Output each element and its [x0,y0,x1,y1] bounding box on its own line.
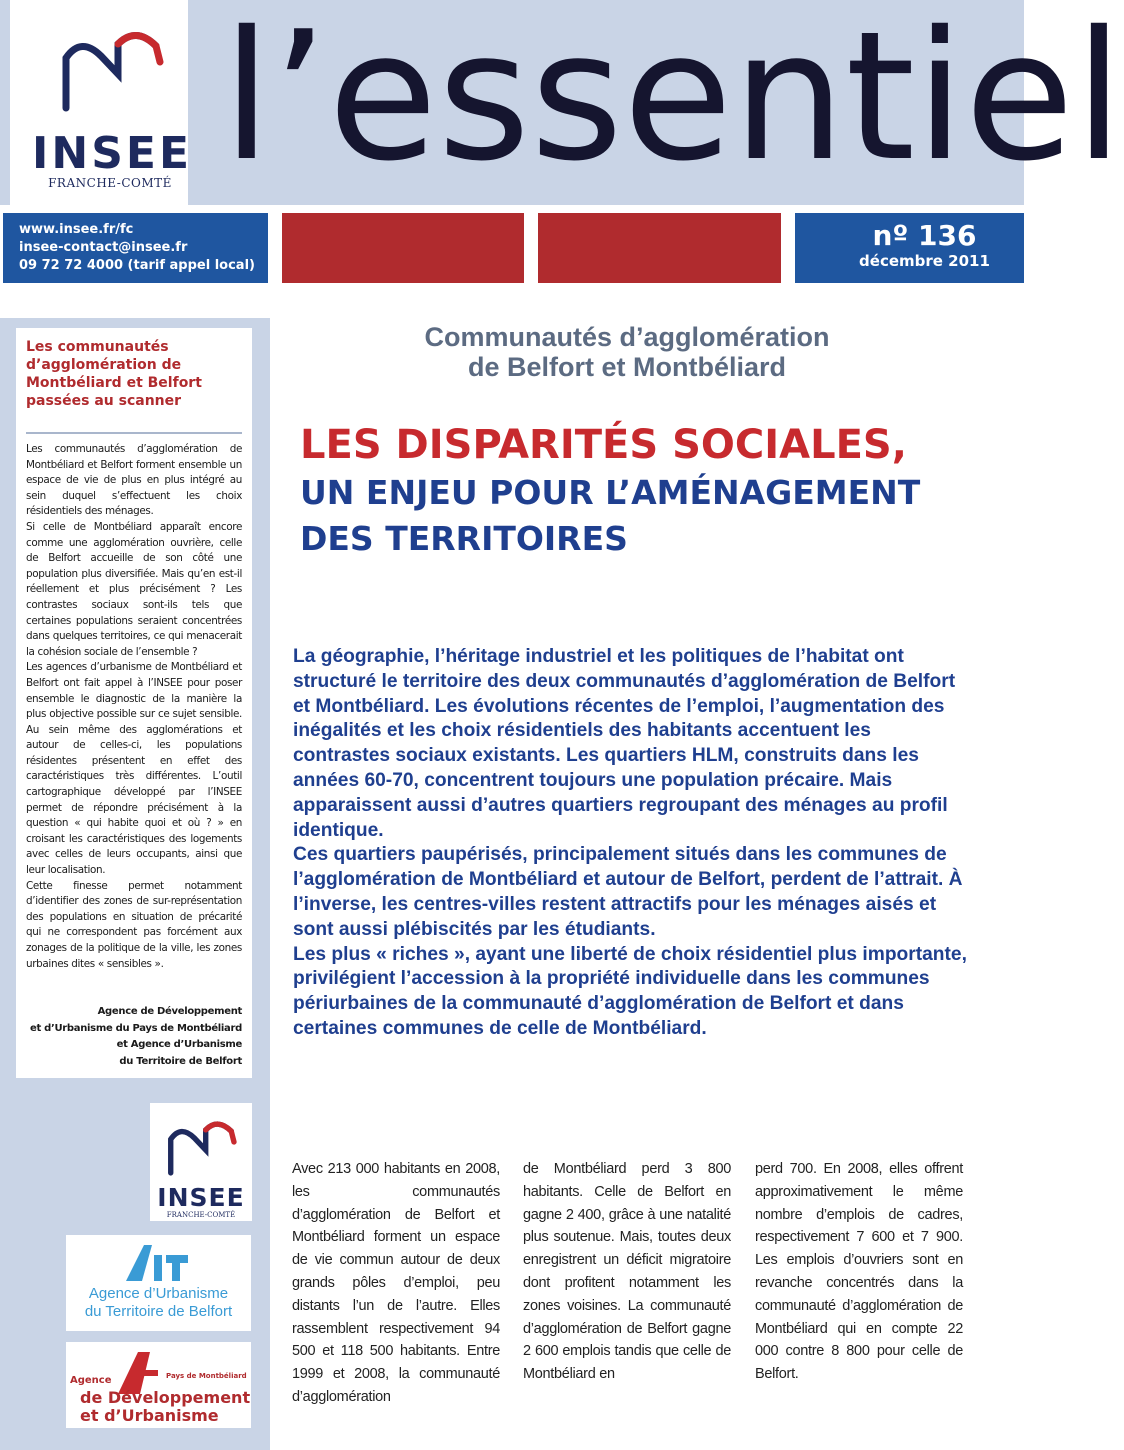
red-band-1 [282,213,524,283]
headline-line: DES TERRITOIRES [300,519,628,558]
credit-line: et d’Urbanisme du Pays de Montbéliard [29,1022,242,1034]
insee-logo[interactable] [10,0,192,205]
lead-paragraph: Les plus « riches », ayant une liberté de choix résidentiel plus importante, privilégient l’accession à la propriété individuelle dans les communes périurbaines de la communauté d’agglomération de Belfort et dans certaines communes de celle de Montbéliard. [293,943,967,1039]
kicker-line: de Belfort et Montbéliard [467,352,786,382]
kicker-line: Communautés d’agglomération [424,322,830,352]
lead-paragraph: La géographie, l’héritage industriel et les politiques de l’habitat ont structuré le territoire des deux communautés d’agglomération de Belfort et Montbéliard. Les évolutions récentes de l’emploi, l’augmentation des inégalités et les choix résidentiels des habitants accentuent les contrastes sociaux existants. Les quartiers HLM, construits dans les années 60-70, concentrent toujours une population précaire. Mais apparaissent aussi d’autres quartiers regroupant des ménages au profil identique. [293,646,956,841]
phone-number: 09 72 72 4000 (tarif appel local) [19,258,255,273]
credit-line: Agence de Développement [97,1006,242,1017]
article-lead [293,645,973,1042]
sidebar-body [26,442,242,972]
logo-region: FRANCHE-COMTÉ [48,176,172,190]
adu-montbeliard-logo[interactable] [66,1342,251,1428]
sidebar [0,318,270,1450]
lead-paragraph: Ces quartiers paupérisés, principalement situés dans les communes de l’agglomération de Montbéliard et autour de Belfort, perdent de l’attrait. À l’inverse, les centres-villes restent attractifs pour les ménages aisés et sont aussi plébiscités par les étudiants. [293,844,963,940]
aut-logo-line: du Territoire de Belfort [84,1303,233,1320]
sidebar-paragraph: Les communautés d’agglomération de Montbéliard et Belfort forment ensemble un espace de vie de plus en plus intégré au sein duquel s’effectuent les choix résidentiels des ménages. [26,443,242,518]
issue-date: décembre 2011 [859,252,990,270]
article-headline [300,420,1000,562]
sidebar-paragraph: Les agences d’urbanisme de Montbéliard et Belfort ont fait appel à l’INSEE pour poser ensemble le diagnostic de la manière la plus objective possible sur ce sujet sensible. Au sein même des agglomérations et autour de celles-ci, les populations résidentes présentent en effet des caractéristiques très différentes. L’outil cartographique développé par l’INSEE permet de répondre précisément à la question « qui habite quoi et où ? » en croisant les caractéristiques des logements avec celles de leurs occupants, ainsi que leur localisation. [26,661,242,877]
adu-logo-line: Pays de Montbéliard [166,1372,247,1380]
credit-line: du Territoire de Belfort [119,1055,242,1067]
headline-line: UN ENJEU POUR L’AMÉNAGEMENT [300,473,921,512]
sidebar-title: Les communautés d’agglomération de Montbéliard et Belfort passées au scanner [26,339,202,409]
body-column: Avec 213 000 habitants en 2008, les communautés d’agglomération de Belfort et Montbéliard forment un espace de vie commun autour de deux grands pôles d’emploi, peu distants l’un de l’autre. Elles rassemblent respectivement 94 500 et 118 500 habitants. Entre 1999 et 2008, la communauté d’agglomération [292,1161,500,1405]
issue-number: nº 136 [872,219,977,252]
aut-logo-mark-icon [122,1241,192,1285]
insee-partner-logo[interactable] [150,1103,252,1221]
sidebar-paragraph: Si celle de Montbéliard apparaît encore comme une agglomération ouvrière, celle de Belfort accueille de son côté une population plus diversifiée. Mais qu’en est-il réellement et plus précisément ? Les contrastes sociaux sont-ils tels que certaines populations seraient concentrées dans quelques territoires, ce qui menacerait la cohésion sociale de l’ensemble ? [26,520,242,658]
aut-logo-name [66,1285,251,1321]
sidebar-divider [26,432,242,434]
red-band-2 [538,213,781,283]
contact-box [3,213,268,283]
partner-insee-wordmark: INSEE [157,1183,245,1212]
logo-wordmark: INSEE [32,128,192,179]
aut-logo-line: Agence d’Urbanisme [88,1285,229,1302]
email-link[interactable]: insee-contact@insee.fr [19,240,188,255]
masthead-title: l’essentiel [222,0,1124,200]
sidebar-paragraph: Cette finesse permet notamment d’identifier des zones de sur-représentation des populations en situation de précarité qui ne correspondent pas forcément aux zonages de la politique de la ville, les zones urbaines dites « sensibles ». [26,879,242,970]
sidebar-panel [16,328,252,1078]
credit-line: et Agence d’Urbanisme [116,1039,242,1050]
adu-logo-line: Agence [70,1375,112,1386]
website-link[interactable]: www.insee.fr/fc [19,222,134,237]
partner-insee-region: FRANCHE-COMTÉ [166,1211,236,1219]
adu-logo-line: de Développement [80,1388,251,1407]
insee-logo-mark-icon [56,18,166,118]
issue-box [795,213,1024,283]
aut-belfort-logo[interactable] [66,1235,251,1331]
body-column: de Montbéliard perd 3 800 habitants. Celle de Belfort en gagne 2 400, grâce à une natalité plus soutenue. Mais, toutes deux enregistrent un déficit migratoire dont profitent notamment les zones voisines. La communauté d’agglomération de Belfort gagne 2 600 emplois tandis que celle de Montbéliard en [523,1161,731,1383]
headline-line: LES DISPARITÉS SOCIALES, [300,422,907,468]
article-kicker [282,322,972,382]
body-column: perd 700. En 2008, elles offrent approximativement le même nombre d’emplois de cadres, respectivement 7 600 et 7 900. Les emplois d’ouvriers sont en revanche concentrés dans la communauté d’agglomération de Montbéliard qui en compte 22 000 contre 8 800 pour celle de Belfort. [755,1161,963,1383]
insee-logo-mark-icon [164,1109,238,1183]
adu-logo-line: et d’Urbanisme [80,1406,219,1425]
sidebar-credit [26,1004,242,1070]
